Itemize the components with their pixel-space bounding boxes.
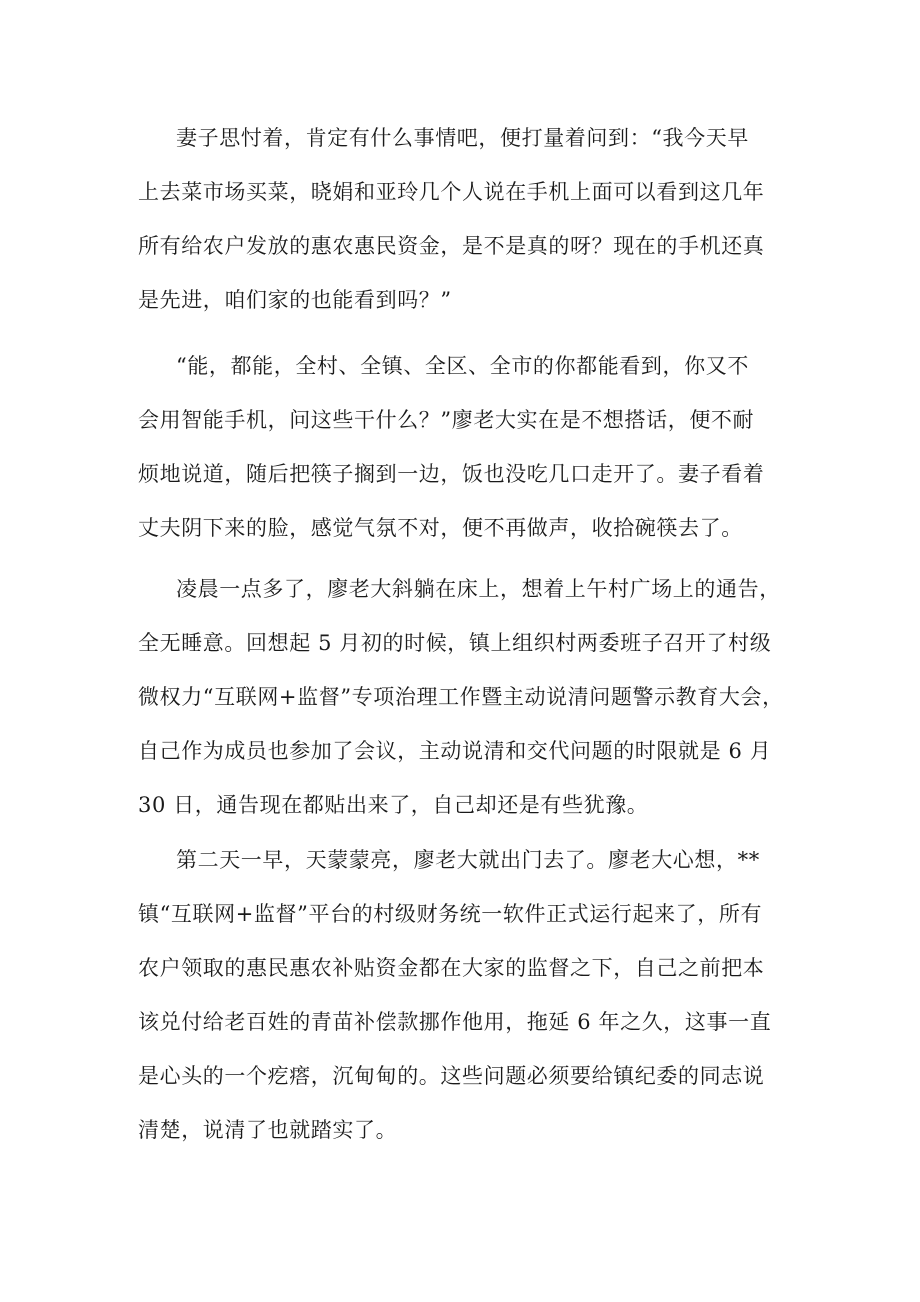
paragraph-line: “能，都能，全村、全镇、全区、全市的你都能看到，你又不	[176, 354, 749, 378]
paragraph-line: 丈夫阴下来的脸，感觉气氛不对，便不再做声，收拾碗筷去了。	[138, 516, 743, 540]
paragraph-4	[138, 833, 818, 1157]
paragraph-line: 农户领取的惠民惠农补贴资金都在大家的监督之下，自己之前把本	[138, 956, 765, 980]
paragraph-line: 30 日，通告现在都贴出来了，自己却还是有些犹豫。	[138, 793, 649, 817]
paragraph-3	[138, 562, 818, 832]
paragraph-line: 烦地说道，随后把筷子搁到一边，饭也没吃几口走开了。妻子看着	[138, 462, 765, 486]
paragraph-line: 会用智能手机，问这些干什么？”廖老大实在是不想搭话，便不耐	[138, 408, 755, 432]
paragraph-line: 镇“互联网+监督”平台的村级财务统一软件正式运行起来了，所有	[138, 902, 763, 926]
paragraph-1	[138, 111, 818, 327]
paragraph-line: 清楚，说清了也就踏实了。	[138, 1118, 398, 1142]
paragraph-line: 所有给农户发放的惠农惠民资金，是不是真的呀？现在的手机还真	[138, 234, 765, 258]
paragraph-line: 妻子思忖着，肯定有什么事情吧，便打量着问到：“我今天早	[176, 126, 749, 150]
paragraph-line: 是心头的一个疙瘩，沉甸甸的。这些问题必须要给镇纪委的同志说	[138, 1064, 765, 1088]
paragraph-line: 该兑付给老百姓的青苗补偿款挪作他用，拖延 6 年之久，这事一直	[138, 1010, 772, 1034]
paragraph-line: 自己作为成员也参加了会议，主动说清和交代问题的时限就是 6 月	[138, 739, 772, 763]
paragraph-2	[138, 339, 818, 555]
paragraph-line: 微权力“互联网+监督”专项治理工作暨主动说清问题警示教育大会，	[138, 685, 784, 709]
paragraph-line: 是先进，咱们家的也能看到吗？”	[138, 288, 452, 312]
paragraph-line: 凌晨一点多了，廖老大斜躺在床上，想着上午村广场上的通告，	[176, 577, 781, 601]
paragraph-line: 全无睡意。回想起 5 月初的时候，镇上组织村两委班子召开了村级	[138, 631, 772, 655]
paragraph-line: 第二天一早，天蒙蒙亮，廖老大就出门去了。廖老大心想，**	[176, 848, 760, 872]
paragraph-line: 上去菜市场买菜，晓娟和亚玲几个人说在手机上面可以看到这几年	[138, 180, 765, 204]
